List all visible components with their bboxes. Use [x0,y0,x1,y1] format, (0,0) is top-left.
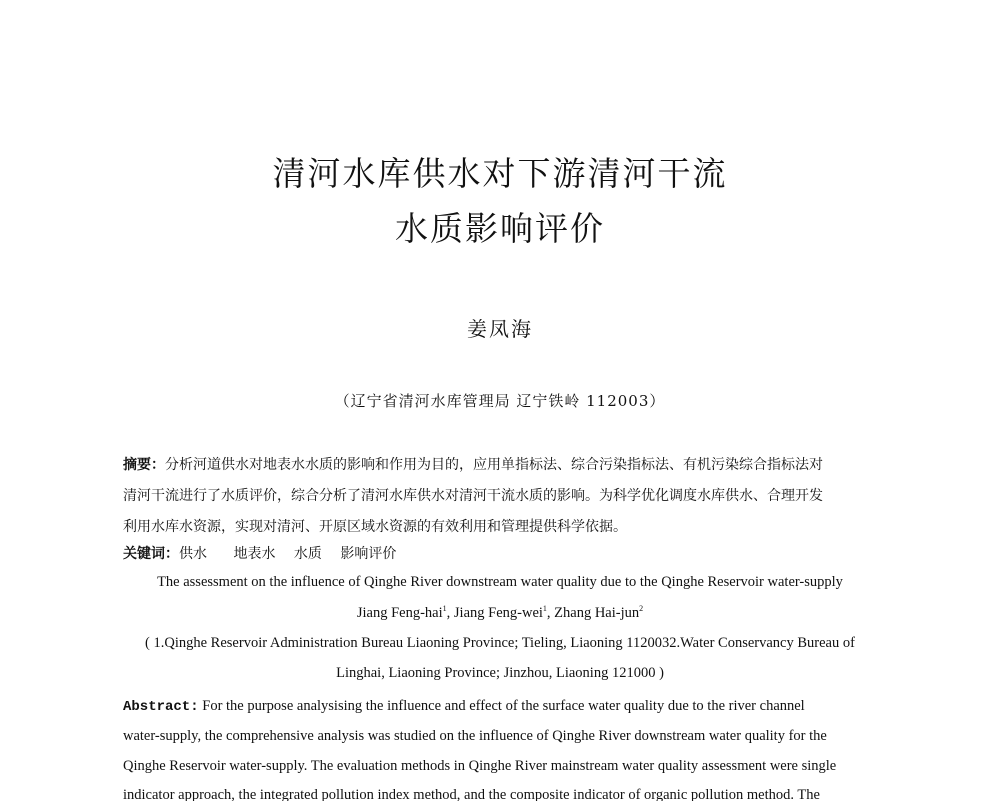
english-affiliation-line-1: ( 1.Qinghe Reservoir Administration Bureau Liaoning Province; Tieling, Liaoning 1120032.Water Conservancy Bureau of [145,635,855,651]
title-line-2: 水质影响评价 [395,209,605,248]
keywords-cn-label: 关键词： [123,546,179,562]
abstract-en-text-1: For the purpose analysising the influence and effect of the surface water quality due to the river channel [202,698,805,714]
keyword-term: 地表水 [233,546,276,562]
abstract-cn-label: 摘要： [123,457,165,473]
abstract-en-line-3: Qinghe Reservoir water-supply. The evaluation methods in Qinghe River mainstream water quality assessment were single [123,758,837,774]
abstract-en-label: Abstract: [123,699,199,715]
english-authors: Jiang Feng-hai$^1$, Jiang Feng-wei$^1$, Zhang Hai-jun$^2$ [356,604,644,621]
abstract-cn-text-1: 分析河道供水对地表水水质的影响和作用为目的，应用单指标法、综合污染指标法、有机污染综合指标法对 [165,457,823,473]
title-line-1: 清河水库供水对下游清河干流 [272,154,728,193]
keyword-term: 影响评价 [340,546,397,562]
abstract-cn-line-1 [123,450,823,480]
english-author-name: Jiang Feng-hai [356,604,443,621]
author-name: 姜凤海 [467,317,533,341]
author-affil-marker: 1 [442,604,447,613]
author-affil-marker: 2 [639,604,644,613]
abstract-en-line-1 [123,698,805,715]
abstract-cn-line-2: 清河干流进行了水质评价，综合分析了清河水库供水对清河干流水质的影响。为科学优化调度水库供水、合理开发 [123,488,823,504]
abstract-en-line-4: indicator approach, the integrated pollution index method, and the composite indicator of organic pollution method. The [123,787,820,801]
keyword-term: 供水 [179,546,207,562]
english-affiliation-line-2: Linghai, Liaoning Province; Jinzhou, Liaoning 121000 ) [336,665,664,681]
english-title: The assessment on the influence of Qinghe River downstream water quality due to the Qinghe Reservoir water-supply [157,574,843,590]
affiliation: （辽宁省清河水库管理局 辽宁铁岭 112003） [334,392,666,410]
abstract-cn-line-3: 利用水库水资源，实现对清河、开原区域水资源的有效利用和管理提供科学依据。 [123,519,627,535]
keyword-term: 水质 [293,546,322,562]
keywords-cn [123,543,410,563]
author-affil-marker: 1 [542,604,547,613]
english-author-name: Zhang Hai-jun [554,604,640,621]
abstract-en-line-2: water-supply, the comprehensive analysis was studied on the influence of Qinghe River downstream water quality for the [123,728,827,744]
english-author-name: Jiang Feng-wei [453,604,543,621]
